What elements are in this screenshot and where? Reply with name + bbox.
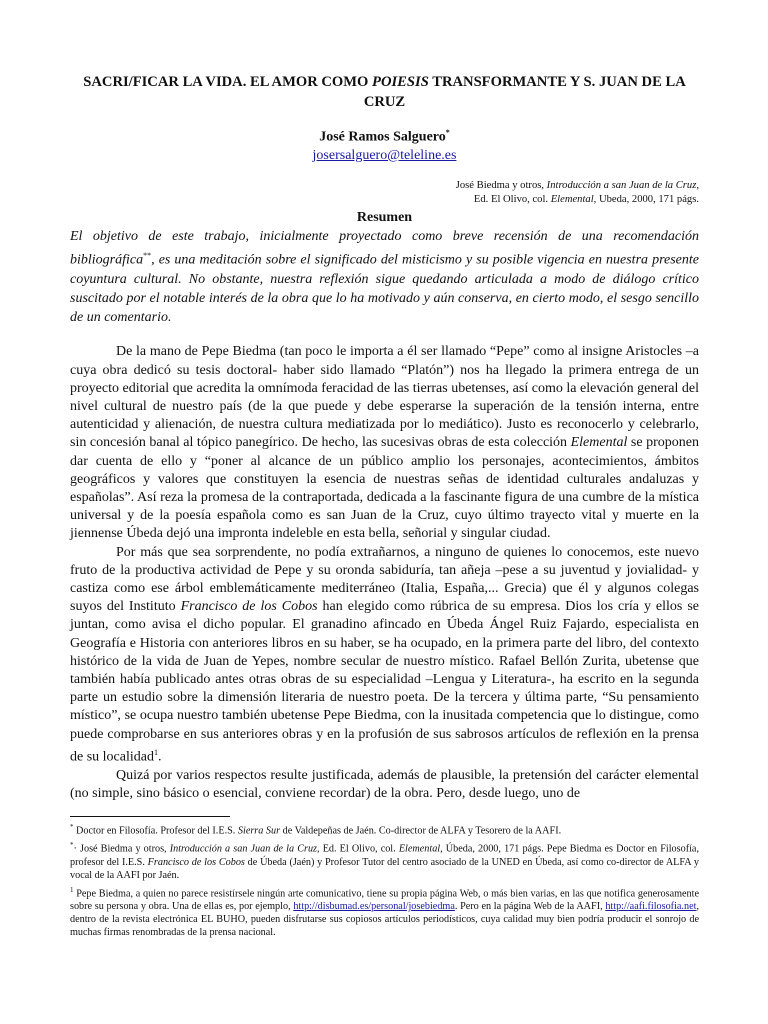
paragraph-part-italic: Elemental [570, 435, 628, 451]
body-text [70, 343, 699, 803]
paragraph-part: se proponen dar cuenta de ello y “poner al alcance de un público amplio los personajes, acontecimientos, ámbitos geográficos y valores que constituyen la esencia de nuestras señas de identidad culturales andaluzas y españolas”. Así reza la promesa de la contraportada, dedicada a la fascinante figura de una cumbre de la mística universal y de la poesía española como es san Juan de la Cruz, cuyo último trayecto vital y muerte en la jiennense Úbeda dejó una impronta indeleble en esta bella, señorial y singular ciudad. [70, 435, 699, 542]
aafi-web-link[interactable]: http://aafi.filosofia.net [605, 901, 697, 913]
bibliographic-reference [70, 179, 699, 207]
email-link[interactable]: josersalguero@teleline.es [312, 147, 457, 163]
reference-line-2 [70, 193, 699, 207]
ref-text: Ed. El Olivo, col. [473, 193, 551, 205]
footnote-mark-1[interactable]: 1 [153, 747, 158, 757]
footnote-mark: * [70, 823, 74, 832]
footnote-part: , Úbeda, 2000, 171 págs. Pepe Biedma es Doctor en Filosofía, profesor del I.E.S. [70, 843, 699, 868]
footnote-part: Pepe Biedma, a quien no parece resistírsele ningún arte comunicativo, tiene su propia página Web, o más bien varias, en las que notifica generosamente sobre su persona y obra. Una de ellas es, por ejemplo, [70, 888, 699, 913]
footnote-book [70, 839, 699, 881]
footnote-part: Ed. El Olivo, col. [319, 843, 399, 855]
title-part-italic: POIESIS [372, 74, 429, 90]
paragraph-3: Quizá por varios respectos resulte justificada, además de plausible, la pretensión del carácter elemental (no simple, sino básico o esencial, conviene recordar) de la obra. Pero, desde luego, uno de [70, 767, 699, 801]
ref-collection: Elemental [550, 193, 594, 205]
footnote-part: . Pero en la página Web de la AAFI, [454, 901, 606, 913]
abstract-part: El objetivo de este trabajo, inicialmente proyectado como breve recensión de una recomendación bibliográfica [70, 228, 699, 268]
biedma-web-link[interactable]: http://disbumad.es/personal/josebiedma [293, 901, 455, 913]
paragraph-2 [70, 544, 699, 767]
footnote-1 [70, 884, 699, 939]
paragraph-part: han elegido como rúbrica de su empresa. Dios los cría y ellos se juntan, como avisa el dicho popular. El granadino afincado en Úbeda Ángel Ruiz Fajardo, especialista en Geografía e Historia con anteriores libros en su haber, se ha ocupado, en la primera parte del libro, del contexto histórico de la vida de Juan de Yepes, nombre secular de nuestro místico. Rafael Bellón Zurita, ubetense que también había publicado antes otras obras de su especialidad –Lengua y Literatura-, ha escrito en la segunda parte un estudio sobre la dimensión literaria de nuestro poeta. De la tercera y última parte, “Su pensamiento místico”, se ocupa nuestro también ubetense Pepe Biedma, con la inusitada competencia que lo distingue, como puede comprobarse en sus anteriores obras y en la profusión de sus sabrosos artículos de reflexión en la prensa de su localidad [70, 599, 700, 765]
paragraph-1 [70, 343, 699, 543]
abstract-text [70, 227, 699, 328]
ref-book-title: Introducción a san Juan de la Cruz, [546, 179, 699, 191]
paragraph-part-italic: Francisco de los Cobos [180, 599, 318, 615]
footnote-part-italic: Elemental [398, 843, 441, 855]
title-part: SACRI/FICAR LA VIDA. EL AMOR COMO [83, 74, 373, 90]
title-part: TRANSFORMANTE Y S. JUAN DE LA CRUZ [363, 74, 686, 110]
abstract-part: , es una meditación sobre el significado del misticismo y su posible vigencia en nuestra presente coyuntura cultural. No obstante, nuestra reflexión sigue quedando articulada a modo de diálogo crítico suscitado por el notable interés de la obra que lo ha motivado y aún conserva, en cierto modo, el sesgo sencillo de un comentario. [70, 252, 699, 326]
footnote-mark: * [70, 841, 74, 850]
footnote-author [70, 821, 699, 837]
paragraph-part: Por más que sea sorprendente, no podía extrañarnos, a ninguno de quienes lo conocemos, este nuevo fruto de la productiva actividad de Pepe y su oronda sabiduría, tan añeja –pese a su juventud y jovialidad- y castiza como ese árbol emblemáticamente mediterráneo (Italia, España,... Grecia) que él y algunos colegas suyos del Instituto [70, 544, 699, 615]
email-line [70, 147, 699, 165]
footnote-part: · José Biedma y otros, [73, 843, 170, 855]
footnote-part: de Úbeda (Jaén) y Profesor Tutor del centro asociado de la UNED en Úbeda, así como co-director de ALFA y vocal de la AAFI por Jaén. [70, 856, 699, 881]
abstract-heading: Resumen [356, 209, 413, 225]
footnote-part: Doctor en Filosofía. Profesor del I.E.S. [73, 825, 238, 837]
author-line [70, 124, 699, 147]
paragraph-part: . [157, 749, 162, 765]
ref-text: , Ubeda, 2000, 171 págs. [593, 193, 699, 205]
paragraph-part: De la mano de Pepe Biedma (tan poco le importa a él ser llamado “Pepe” como al insigne Aristocles –a cuya obra dedicó su tesis doctoral- haber sido llamado “Platón”) nos ha llegado la primera entrega de un proyecto editorial que acredita la omnímoda feracidad de las tierras ubetenses, así como la elevación general del nivel cultural de nuestro país (de la que puede y debe esperarse la superación de la tensión interna, entre autenticidad y alienación, de nuestra cultura mediatizada por lo mediático). Justo es reconocerlo y celebrarlo, sin concesión banal al tópico panegírico. De hecho, las sucesivas obras de esta colección [70, 344, 699, 451]
author-footnote-mark[interactable]: * [445, 128, 450, 137]
footnote-part-italic: Introducción a san Juan de la Cruz, [169, 843, 320, 855]
ref-text: José Biedma y otros, [455, 179, 547, 191]
footnote-part-italic: Sierra Sur [237, 825, 281, 837]
footnote-part: , dentro de la revista electrónica EL BUHO, pueden disfrutarse sus copiosos artículos periodísticos, cuya calidad muy bien podría producir el sonrojo de muchas firmas renombradas de la prensa nacional. [70, 901, 699, 939]
abstract-footnote-mark[interactable]: ** [143, 250, 152, 260]
footnote-part: de Valdepeñas de Jaén. Co-director de ALFA y Tesorero de la AAFI. [280, 825, 562, 837]
footnote-separator [70, 816, 230, 817]
footnote-part-italic: Francisco de los Cobos [147, 856, 245, 868]
author-name: José Ramos Salguero [319, 129, 446, 145]
paper-title [70, 0, 699, 112]
footnote-mark: 1 [70, 885, 74, 894]
reference-line-1 [70, 179, 699, 193]
footnotes [70, 821, 699, 939]
